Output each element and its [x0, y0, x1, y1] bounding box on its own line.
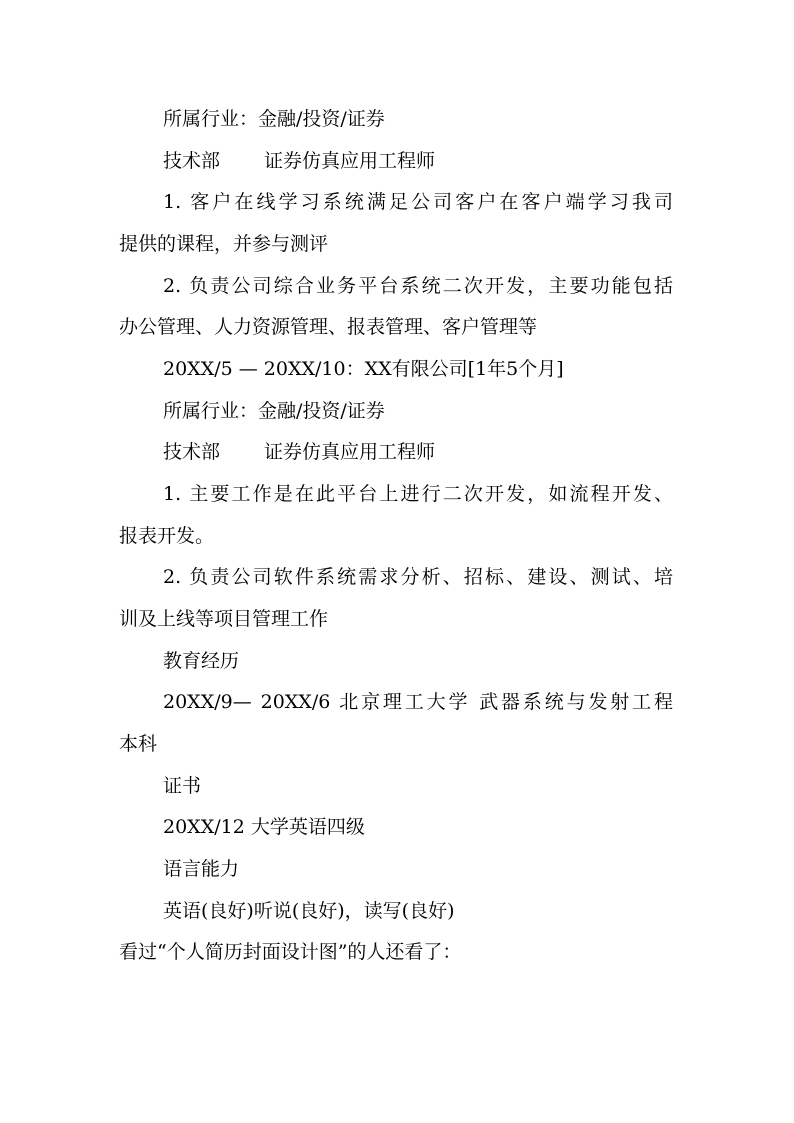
education-entry-start: 20XX/9— 20XX/6 北京理工大学 武器系统与发射工程 — [163, 691, 673, 713]
education-entry-end: 本科 — [119, 733, 158, 755]
job-item-1-start: 1. 主要工作是在此平台上进行二次开发，如流程开发、 — [163, 483, 673, 505]
job-item-1-end: 报表开发。 — [119, 525, 215, 547]
language-entry: 英语(良好)听说(良好)，读写(良好) — [163, 900, 455, 922]
related-views-line: 看过“个人简历封面设计图”的人还看了： — [119, 941, 462, 963]
certificate-entry: 20XX/12 大学英语四级 — [163, 816, 365, 838]
department-title-line-1: 技术部 证券仿真应用工程师 — [163, 150, 436, 172]
industry-line-1: 所属行业：金融/投资/证券 — [163, 108, 385, 130]
job-period-line: 20XX/5 — 20XX/10：XX有限公司[1年5个月] — [163, 358, 564, 380]
certificate-heading: 证书 — [163, 775, 202, 797]
education-heading: 教育经历 — [163, 650, 240, 672]
department-title-line-2: 技术部 证券仿真应用工程师 — [163, 441, 436, 463]
duty-item-2-end: 办公管理、人力资源管理、报表管理、客户管理等 — [119, 316, 538, 338]
job-item-2-end: 训及上线等项目管理工作 — [119, 608, 329, 630]
industry-line-2: 所属行业：金融/投资/证券 — [163, 400, 385, 422]
language-heading: 语言能力 — [163, 858, 240, 880]
duty-item-1-end: 提供的课程，并参与测评 — [119, 233, 329, 255]
duty-item-1-start: 1. 客户在线学习系统满足公司客户在客户端学习我司 — [163, 191, 673, 213]
job-item-2-start: 2. 负责公司软件系统需求分析、招标、建设、测试、培 — [163, 566, 673, 588]
duty-item-2-start: 2. 负责公司综合业务平台系统二次开发，主要功能包括 — [163, 275, 673, 297]
